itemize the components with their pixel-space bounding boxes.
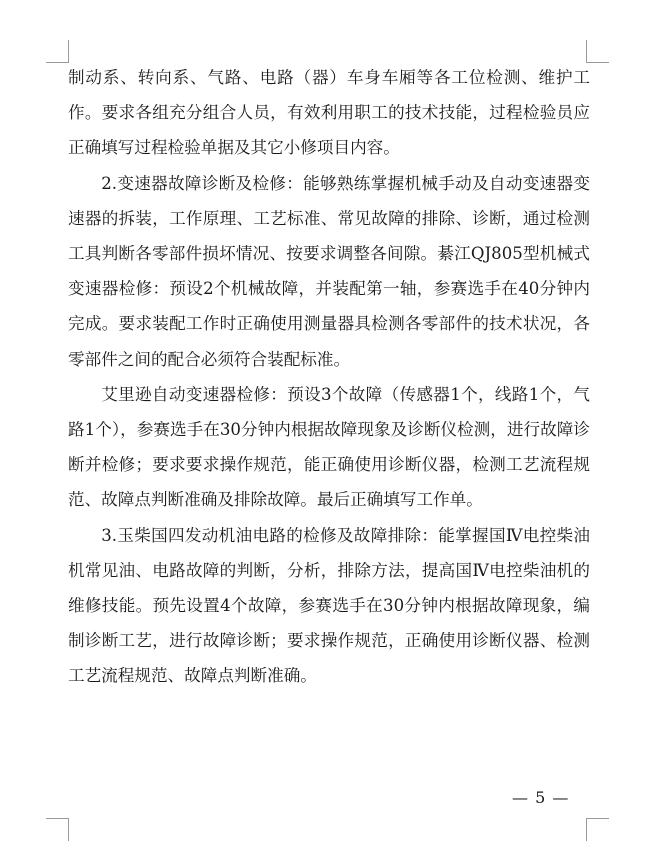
paragraph-continuation: 制动系、转向系、气路、电路（器）车身车厢等各工位检测、维护工作。要求各组充分组合人员，有效利用职工的技术技能，过程检验员应正确填写过程检验单据及其它小修项目内容。 bbox=[68, 68, 590, 158]
crop-mark-bottom-left bbox=[46, 818, 69, 841]
paragraph-allison-transmission: 艾里逊自动变速器检修：预设3个故障（传感器1个，线路1个，气路1个），参赛选手在30分钟内根据故障现象及诊断仪检测，进行故障诊断并检修；要求要求操作规范，能正确使用诊断仪器，检测工艺流程规范、故障点判断准确及排除故障。最后正确填写工作单。 bbox=[68, 384, 590, 510]
paragraph-yuchai-engine: 3.玉柴国四发动机油电路的检修及故障排除：能掌握国Ⅳ电控柴油机常见油、电路故障的判断，分析，排除方法，提高国Ⅳ电控柴油机的维修技能。预先设置4个故障，参赛选手在30分钟内根据故障现象，编制诊断工艺，进行故障诊断；要求操作规范，正确使用诊断仪器、检测工艺流程规范、故障点判断准确。 bbox=[68, 525, 590, 686]
crop-mark-bottom-right bbox=[586, 818, 609, 841]
paragraph-transmission-diagnosis: 2.变速器故障诊断及检修：能够熟练掌握机械手动及自动变速器变速器的拆装，工作原理、工艺标准、常见故障的排除、诊断，通过检测工具判断各零部件损坏情况、按要求调整各间隙。綦江QJ805型机械式变速器检修：预设2个机械故障，并装配第一轴，参赛选手在40分钟内完成。要求装配工作时正确使用测量器具检测各零部件的技术状况，各零部件之间的配合必须符合装配标准。 bbox=[68, 173, 590, 369]
crop-mark-top-left bbox=[46, 40, 69, 63]
page-number: — 5 — bbox=[512, 788, 570, 807]
document-body bbox=[68, 60, 590, 694]
